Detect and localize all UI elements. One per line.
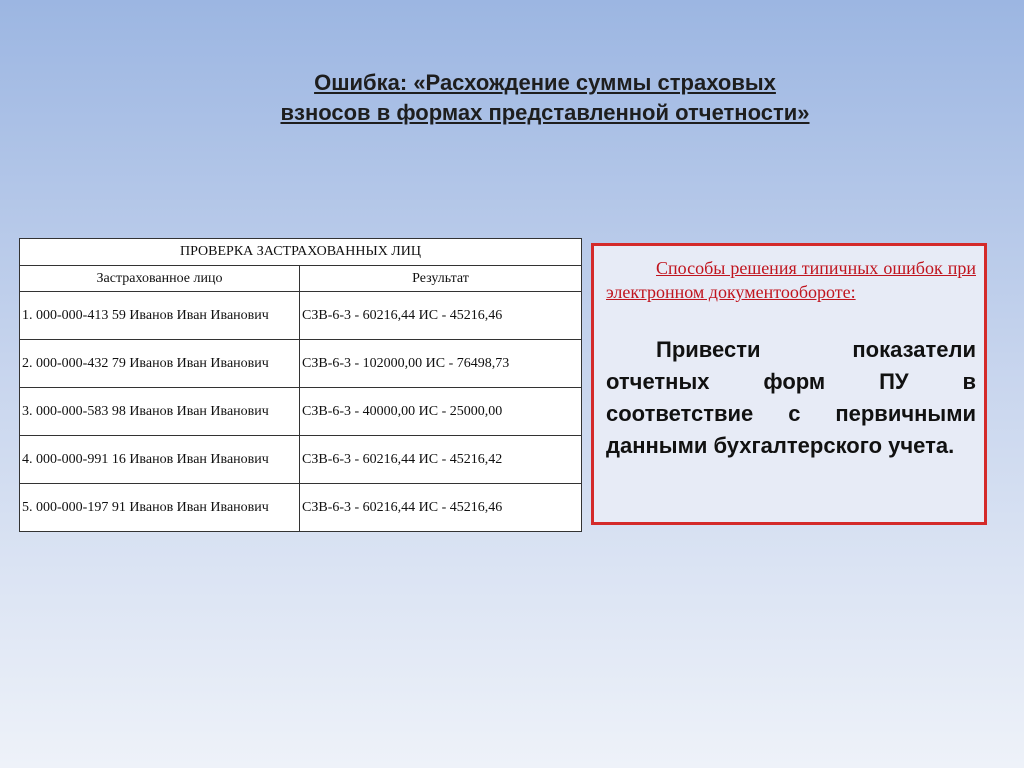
insured-persons-table	[19, 238, 582, 532]
slide-title-line-2: взносов в формах представленной отчетности»	[280, 100, 810, 125]
person-cell: 2. 000-000-432 79 Иванов Иван Иванович	[20, 340, 300, 388]
solution-heading: Способы решения типичных ошибок при электронном документообороте:	[606, 258, 976, 302]
slide-title	[150, 68, 940, 128]
result-cell: СЗВ-6-3 - 60216,44 ИС - 45216,46	[300, 292, 582, 340]
solution-box	[591, 243, 987, 525]
table-row	[20, 388, 582, 436]
result-cell: СЗВ-6-3 - 60216,44 ИС - 45216,46	[300, 484, 582, 532]
result-cell: СЗВ-6-3 - 102000,00 ИС - 76498,73	[300, 340, 582, 388]
column-header-person: Застрахованное лицо	[20, 266, 300, 292]
solution-body: Привести показатели отчетных форм ПУ в соответствие с первичными данными бухгалтерского учета.	[606, 337, 976, 458]
table-row	[20, 340, 582, 388]
table-row	[20, 292, 582, 340]
person-cell: 4. 000-000-991 16 Иванов Иван Иванович	[20, 436, 300, 484]
table-row	[20, 484, 582, 532]
person-cell: 3. 000-000-583 98 Иванов Иван Иванович	[20, 388, 300, 436]
result-cell: СЗВ-6-3 - 60216,44 ИС - 45216,42	[300, 436, 582, 484]
person-cell: 5. 000-000-197 91 Иванов Иван Иванович	[20, 484, 300, 532]
result-cell: СЗВ-6-3 - 40000,00 ИС - 25000,00	[300, 388, 582, 436]
table-row	[20, 436, 582, 484]
person-cell: 1. 000-000-413 59 Иванов Иван Иванович	[20, 292, 300, 340]
column-header-result: Результат	[300, 266, 582, 292]
slide-title-line-1: Ошибка: «Расхождение суммы страховых	[314, 70, 776, 95]
table-caption: ПРОВЕРКА ЗАСТРАХОВАННЫХ ЛИЦ	[20, 239, 582, 266]
